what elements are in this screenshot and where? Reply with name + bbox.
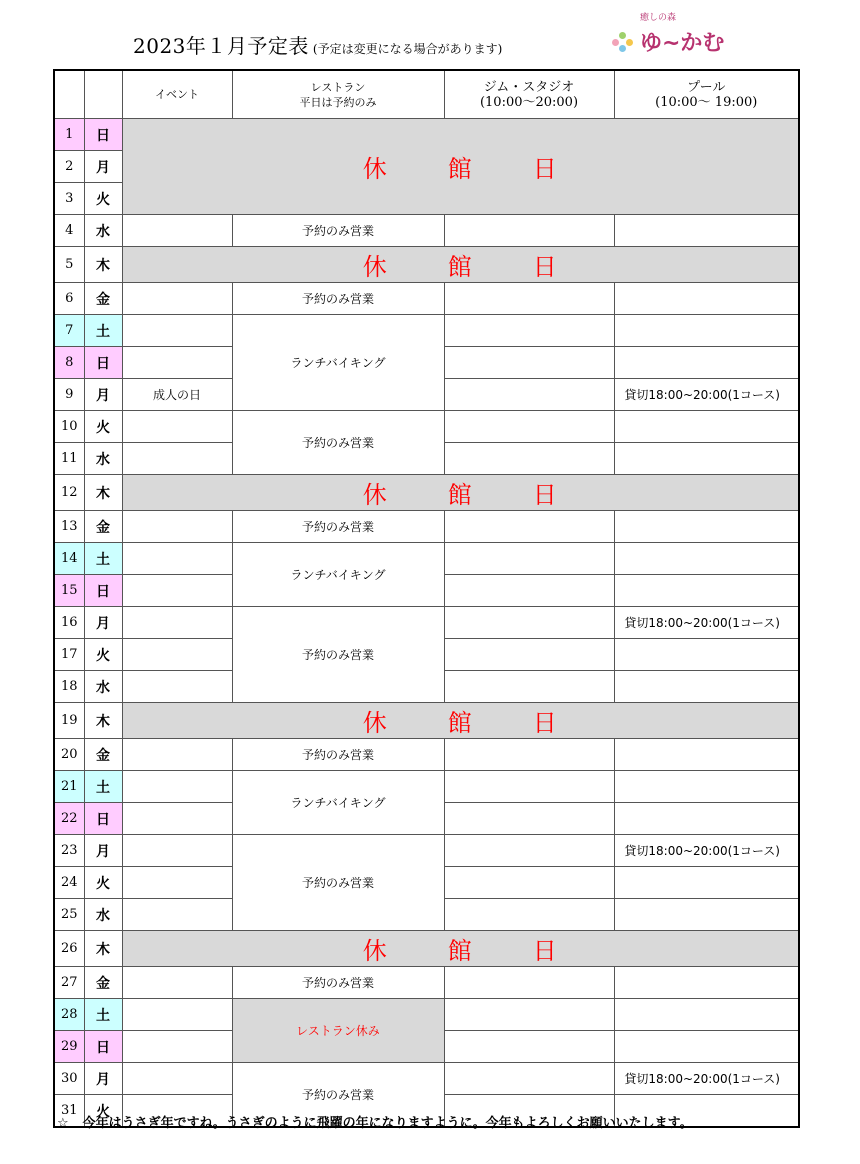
pool-cell: 貸切18:00~20:00(1コース) bbox=[614, 607, 799, 639]
event-cell bbox=[122, 607, 232, 639]
event-cell bbox=[122, 771, 232, 803]
day-number: 20 bbox=[54, 739, 84, 771]
header bbox=[0, 0, 860, 68]
gym-cell bbox=[444, 803, 614, 835]
gym-cell bbox=[444, 215, 614, 247]
footer-text: 今年はうさぎ年ですね。うさぎのように飛躍の年になりますように。今年もよろしくお願いいたします。 bbox=[82, 1116, 693, 1131]
table-row bbox=[54, 283, 799, 315]
header-gym-hours: (10:00～20:00) bbox=[479, 94, 579, 110]
restaurant-cell: ランチバイキング bbox=[232, 771, 444, 835]
restaurant-cell: 予約のみ営業 bbox=[232, 283, 444, 315]
day-number: 9 bbox=[54, 379, 84, 411]
header-row bbox=[54, 70, 799, 119]
day-number: 4 bbox=[54, 215, 84, 247]
closed-day-cell bbox=[122, 931, 799, 967]
restaurant-cell: 予約のみ営業 bbox=[232, 739, 444, 771]
day-number: 16 bbox=[54, 607, 84, 639]
restaurant-cell: 予約のみ営業 bbox=[232, 1063, 444, 1128]
day-number: 2 bbox=[54, 151, 84, 183]
weekday: 月 bbox=[84, 379, 122, 411]
gym-cell bbox=[444, 379, 614, 411]
closed-char: 館 bbox=[447, 253, 473, 281]
header-gym-label: ジム・スタジオ bbox=[483, 79, 575, 95]
gym-cell bbox=[444, 867, 614, 899]
restaurant-cell: 予約のみ営業 bbox=[232, 411, 444, 475]
weekday: 土 bbox=[84, 543, 122, 575]
weekday: 火 bbox=[84, 639, 122, 671]
gym-cell bbox=[444, 283, 614, 315]
event-cell bbox=[122, 315, 232, 347]
day-number: 8 bbox=[54, 347, 84, 379]
page-title bbox=[133, 30, 502, 59]
pool-cell bbox=[614, 999, 799, 1031]
gym-cell bbox=[444, 639, 614, 671]
day-number: 27 bbox=[54, 967, 84, 999]
pool-cell bbox=[614, 771, 799, 803]
gym-cell bbox=[444, 835, 614, 867]
event-cell bbox=[122, 967, 232, 999]
header-restaurant-note: 平日は予約のみ bbox=[299, 95, 377, 109]
table-row bbox=[54, 703, 799, 739]
gym-cell bbox=[444, 967, 614, 999]
event-cell bbox=[122, 671, 232, 703]
closed-char: 休 bbox=[362, 481, 388, 509]
table-row bbox=[54, 119, 799, 151]
day-number: 30 bbox=[54, 1063, 84, 1095]
weekday: 土 bbox=[84, 315, 122, 347]
closed-char: 日 bbox=[532, 253, 558, 281]
pool-cell bbox=[614, 315, 799, 347]
table-row bbox=[54, 511, 799, 543]
day-number: 19 bbox=[54, 703, 84, 739]
gym-cell bbox=[444, 315, 614, 347]
day-number: 1 bbox=[54, 119, 84, 151]
weekday: 水 bbox=[84, 671, 122, 703]
event-cell bbox=[122, 575, 232, 607]
day-number: 12 bbox=[54, 475, 84, 511]
header-day bbox=[54, 70, 84, 119]
gym-cell bbox=[444, 1063, 614, 1095]
weekday: 木 bbox=[84, 247, 122, 283]
closed-char: 館 bbox=[447, 937, 473, 965]
day-number: 6 bbox=[54, 283, 84, 315]
restaurant-cell: レストラン休み bbox=[232, 999, 444, 1063]
weekday: 火 bbox=[84, 867, 122, 899]
day-number: 18 bbox=[54, 671, 84, 703]
restaurant-cell: 予約のみ営業 bbox=[232, 511, 444, 543]
event-cell bbox=[122, 1031, 232, 1063]
weekday: 日 bbox=[84, 347, 122, 379]
pool-cell bbox=[614, 967, 799, 999]
closed-char: 館 bbox=[447, 709, 473, 737]
pool-cell bbox=[614, 671, 799, 703]
closed-char: 日 bbox=[532, 937, 558, 965]
closed-char: 館 bbox=[447, 155, 473, 183]
day-number: 17 bbox=[54, 639, 84, 671]
table-row bbox=[54, 967, 799, 999]
logo bbox=[612, 10, 725, 56]
day-number: 28 bbox=[54, 999, 84, 1031]
day-number: 10 bbox=[54, 411, 84, 443]
logo-dots-icon bbox=[612, 32, 634, 54]
weekday: 金 bbox=[84, 739, 122, 771]
event-cell bbox=[122, 1063, 232, 1095]
pool-cell bbox=[614, 347, 799, 379]
closed-char: 休 bbox=[362, 709, 388, 737]
pool-cell bbox=[614, 867, 799, 899]
day-number: 21 bbox=[54, 771, 84, 803]
table-row bbox=[54, 739, 799, 771]
gym-cell bbox=[444, 543, 614, 575]
pool-cell: 貸切18:00~20:00(1コース) bbox=[614, 379, 799, 411]
gym-cell bbox=[444, 607, 614, 639]
weekday: 木 bbox=[84, 703, 122, 739]
gym-cell bbox=[444, 739, 614, 771]
pool-cell: 貸切18:00~20:00(1コース) bbox=[614, 1063, 799, 1095]
weekday: 日 bbox=[84, 575, 122, 607]
event-cell bbox=[122, 443, 232, 475]
table-row bbox=[54, 835, 799, 867]
header-pool-label: プール bbox=[687, 79, 726, 95]
event-cell bbox=[122, 639, 232, 671]
title-text: 2023年１月予定表 bbox=[133, 34, 309, 58]
schedule-body bbox=[54, 119, 799, 1128]
table-row bbox=[54, 607, 799, 639]
day-number: 7 bbox=[54, 315, 84, 347]
table-row bbox=[54, 931, 799, 967]
table-row bbox=[54, 771, 799, 803]
event-cell bbox=[122, 899, 232, 931]
day-number: 15 bbox=[54, 575, 84, 607]
pool-cell bbox=[614, 543, 799, 575]
table-row bbox=[54, 215, 799, 247]
closed-day-cell bbox=[122, 475, 799, 511]
table-row bbox=[54, 247, 799, 283]
closed-char: 休 bbox=[362, 253, 388, 281]
logo-subtitle: 癒しの森 bbox=[640, 13, 677, 23]
pool-cell bbox=[614, 215, 799, 247]
pool-cell bbox=[614, 283, 799, 315]
gym-cell bbox=[444, 771, 614, 803]
day-number: 13 bbox=[54, 511, 84, 543]
weekday: 木 bbox=[84, 475, 122, 511]
day-number: 22 bbox=[54, 803, 84, 835]
event-cell bbox=[122, 411, 232, 443]
header-pool-hours: (10:00～ 19:00) bbox=[655, 94, 758, 110]
title-note: (予定は変更になる場合があります) bbox=[312, 42, 503, 56]
closed-char: 休 bbox=[362, 937, 388, 965]
day-number: 24 bbox=[54, 867, 84, 899]
weekday: 金 bbox=[84, 967, 122, 999]
day-number: 23 bbox=[54, 835, 84, 867]
pool-cell bbox=[614, 639, 799, 671]
restaurant-cell: 予約のみ営業 bbox=[232, 835, 444, 931]
event-cell bbox=[122, 835, 232, 867]
event-cell bbox=[122, 803, 232, 835]
day-number: 26 bbox=[54, 931, 84, 967]
event-cell bbox=[122, 347, 232, 379]
weekday: 水 bbox=[84, 443, 122, 475]
closed-char: 日 bbox=[532, 709, 558, 737]
event-cell bbox=[122, 739, 232, 771]
event-cell bbox=[122, 999, 232, 1031]
logo-name: ゆ~かむ bbox=[640, 31, 725, 56]
day-number: 31 bbox=[54, 1095, 84, 1128]
gym-cell bbox=[444, 575, 614, 607]
event-cell bbox=[122, 867, 232, 899]
gym-cell bbox=[444, 443, 614, 475]
pool-cell bbox=[614, 899, 799, 931]
event-cell bbox=[122, 283, 232, 315]
gym-cell bbox=[444, 511, 614, 543]
header-gym bbox=[444, 70, 614, 119]
weekday: 日 bbox=[84, 1031, 122, 1063]
closed-day-cell bbox=[122, 247, 799, 283]
gym-cell bbox=[444, 671, 614, 703]
footer-message bbox=[57, 1112, 693, 1131]
weekday: 火 bbox=[84, 183, 122, 215]
gym-cell bbox=[444, 1031, 614, 1063]
pool-cell: 貸切18:00~20:00(1コース) bbox=[614, 835, 799, 867]
restaurant-cell: 予約のみ営業 bbox=[232, 215, 444, 247]
day-number: 5 bbox=[54, 247, 84, 283]
weekday: 金 bbox=[84, 283, 122, 315]
weekday: 水 bbox=[84, 215, 122, 247]
star-icon: ☆ bbox=[57, 1116, 69, 1131]
closed-char: 館 bbox=[447, 481, 473, 509]
day-number: 14 bbox=[54, 543, 84, 575]
event-cell bbox=[122, 543, 232, 575]
restaurant-cell: ランチバイキング bbox=[232, 315, 444, 411]
day-number: 25 bbox=[54, 899, 84, 931]
header-weekday bbox=[84, 70, 122, 119]
closed-char: 日 bbox=[532, 481, 558, 509]
pool-cell bbox=[614, 803, 799, 835]
weekday: 木 bbox=[84, 931, 122, 967]
weekday: 日 bbox=[84, 803, 122, 835]
weekday: 月 bbox=[84, 151, 122, 183]
gym-cell bbox=[444, 347, 614, 379]
event-cell: 成人の日 bbox=[122, 379, 232, 411]
event-cell bbox=[122, 511, 232, 543]
weekday: 月 bbox=[84, 1063, 122, 1095]
gym-cell bbox=[444, 999, 614, 1031]
weekday: 火 bbox=[84, 411, 122, 443]
weekday: 水 bbox=[84, 899, 122, 931]
weekday: 月 bbox=[84, 835, 122, 867]
header-event-label: イベント bbox=[155, 88, 199, 101]
pool-cell bbox=[614, 739, 799, 771]
weekday: 日 bbox=[84, 119, 122, 151]
table-row bbox=[54, 1063, 799, 1095]
table-row bbox=[54, 543, 799, 575]
restaurant-cell: 予約のみ営業 bbox=[232, 607, 444, 703]
closed-day-cell bbox=[122, 703, 799, 739]
pool-cell bbox=[614, 575, 799, 607]
weekday: 土 bbox=[84, 771, 122, 803]
schedule-table bbox=[53, 69, 800, 1128]
table-row bbox=[54, 999, 799, 1031]
weekday: 金 bbox=[84, 511, 122, 543]
pool-cell bbox=[614, 1031, 799, 1063]
pool-cell bbox=[614, 443, 799, 475]
table-row bbox=[54, 315, 799, 347]
weekday: 月 bbox=[84, 607, 122, 639]
table-row bbox=[54, 475, 799, 511]
restaurant-cell: 予約のみ営業 bbox=[232, 967, 444, 999]
day-number: 11 bbox=[54, 443, 84, 475]
header-restaurant bbox=[232, 70, 444, 119]
restaurant-cell: ランチバイキング bbox=[232, 543, 444, 607]
day-number: 3 bbox=[54, 183, 84, 215]
header-event bbox=[122, 70, 232, 119]
closed-char: 休 bbox=[362, 155, 388, 183]
gym-cell bbox=[444, 899, 614, 931]
event-cell bbox=[122, 215, 232, 247]
weekday: 土 bbox=[84, 999, 122, 1031]
pool-cell bbox=[614, 511, 799, 543]
gym-cell bbox=[444, 411, 614, 443]
header-restaurant-label: レストラン bbox=[310, 80, 366, 94]
day-number: 29 bbox=[54, 1031, 84, 1063]
closed-char: 日 bbox=[532, 155, 558, 183]
header-pool bbox=[614, 70, 799, 119]
weekday: 火 bbox=[84, 1095, 122, 1128]
table-row bbox=[54, 411, 799, 443]
pool-cell bbox=[614, 411, 799, 443]
closed-day-cell bbox=[122, 119, 799, 215]
